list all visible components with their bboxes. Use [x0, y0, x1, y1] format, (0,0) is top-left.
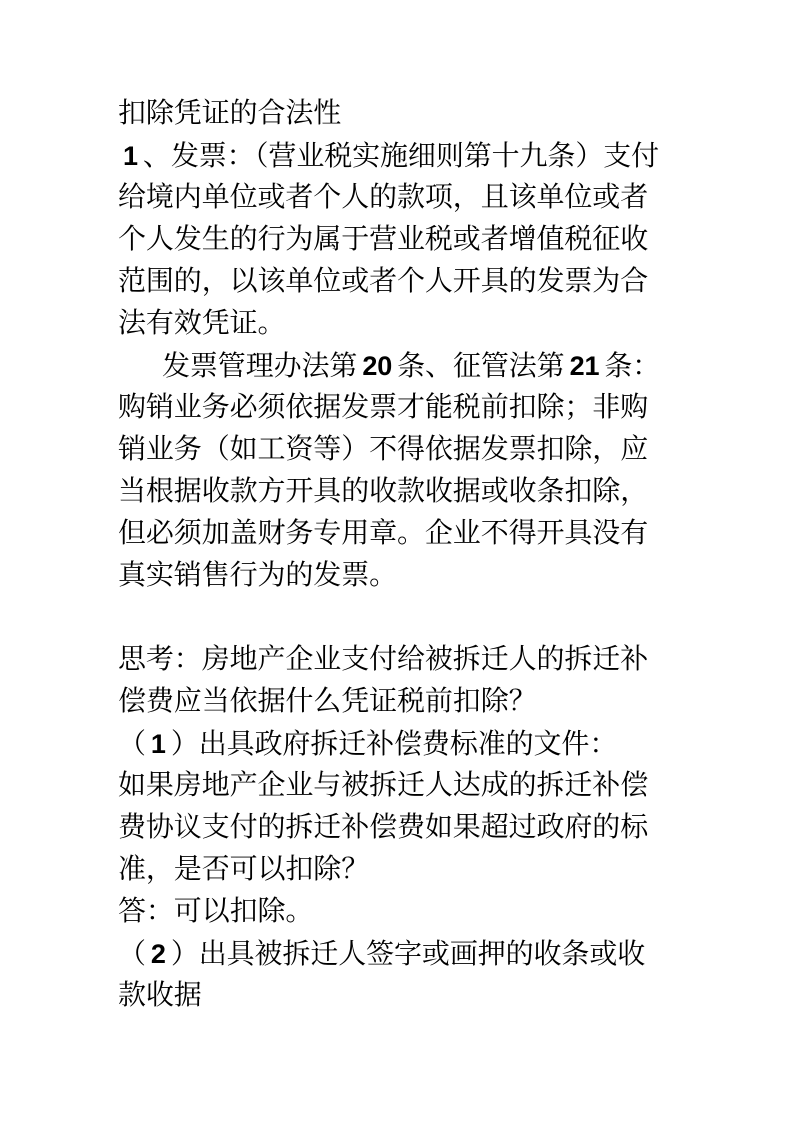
text-line: 法有效凭证。: [118, 308, 286, 339]
number-text: 2: [150, 939, 166, 969]
text-line: 但必须加盖财务专用章。企业不得开具没有: [118, 518, 649, 549]
text-line: 费协议支付的拆迁补偿费如果超过政府的标: [118, 812, 649, 843]
text-line: 范围的，以该单位或者个人开具的发票为合: [118, 266, 649, 297]
document-text: [118, 93, 678, 1017]
number-text: 21: [569, 351, 600, 381]
text-line: 如果房地产企业与被拆迁人达成的拆迁补偿: [118, 770, 649, 801]
paragraph: [118, 891, 678, 933]
paragraph: [118, 765, 678, 891]
paragraph: [118, 723, 678, 765]
text-line: 购销业务必须依据发票才能税前扣除；非购: [118, 392, 649, 423]
number-text: 1: [150, 729, 166, 759]
text-line: 给境内单位或者个人的款项，且该单位或者: [118, 182, 649, 213]
text-line: 真实销售行为的发票。: [118, 560, 398, 591]
text-line: （ 1 ）出具政府拆迁补偿费标准的文件：: [118, 729, 618, 760]
number-text: 1: [123, 141, 138, 171]
text-line: 销业务（如工资等）不得依据发票扣除，应: [118, 434, 649, 465]
paragraph: [118, 639, 678, 723]
text-line: 当根据收款方开具的收款收据或收条扣除，: [118, 476, 649, 507]
text-line: 扣除凭证的合法性: [118, 98, 342, 129]
paragraph: [118, 345, 678, 597]
number-text: 20: [362, 351, 393, 381]
text-line: 准，是否可以扣除？: [118, 854, 370, 885]
text-line: （ 2 ）出具被拆迁人签字或画押的收条或收: [118, 939, 646, 970]
text-line: 思考：房地产企业支付给被拆迁人的拆迁补: [118, 644, 649, 675]
paragraph: [118, 93, 678, 135]
blank-line: [118, 597, 678, 639]
text-line: 发票管理办法第 20 条、征管法第 21 条：: [162, 351, 661, 382]
text-line: 1 、发票：（营业税实施细则第十九条）支付: [123, 141, 660, 172]
paragraph: [118, 933, 678, 1017]
paragraph: [118, 135, 678, 345]
text-line: 款收据: [118, 980, 202, 1011]
text-line: 偿费应当依据什么凭证税前扣除？: [118, 686, 537, 717]
text-line: 答：可以扣除。: [118, 896, 314, 927]
text-line: 个人发生的行为属于营业税或者增值税征收: [118, 224, 649, 255]
